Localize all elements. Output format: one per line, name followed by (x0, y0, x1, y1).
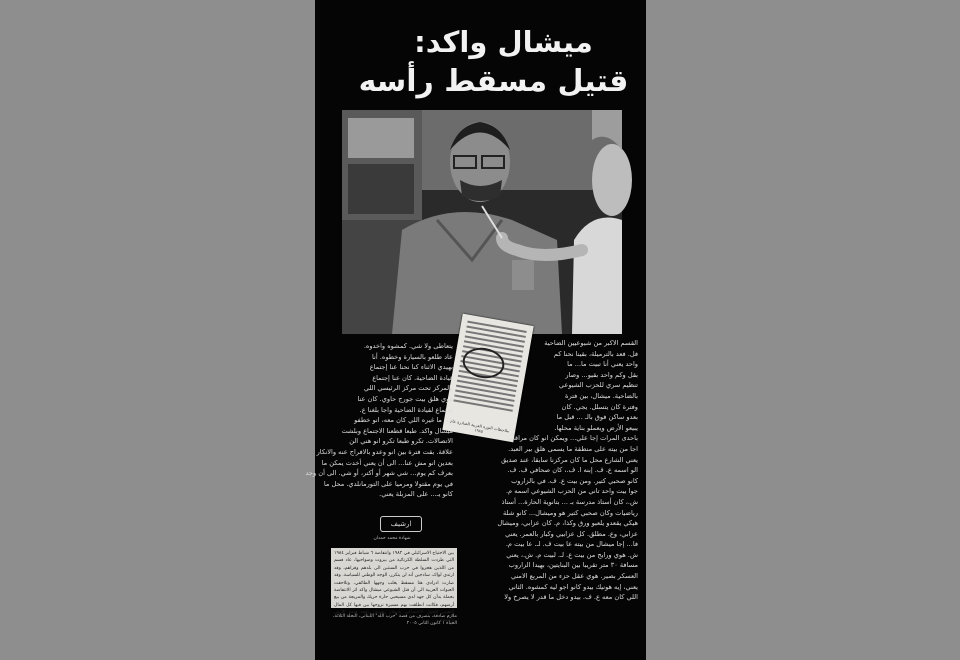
column-line: فا... إجا ميشال من بيته عا بيت ف. لـ. عا بيت م. (505, 540, 638, 549)
headline-line-2: قتيل مسقط رأسه (358, 64, 629, 99)
column-line: باحدى المرات إجا علي... ويمكن انو كان مراقب. (506, 434, 638, 443)
column-line: الو اسمه ع. ف. إبنه ا. ف.، كان صحافي ف. ف. (507, 466, 638, 475)
column-line: إجتماع لقيادة الضاحية واجا بلغنا ع. (359, 405, 453, 414)
column-line: تنظيم سري للحزب الشيوعي (558, 381, 638, 390)
column-line: واحد يعني أنا تبيت ما... ما (567, 360, 638, 369)
column-line: يعني الشارع محل ما كان مركزنا سابقا، عند صديق (501, 455, 638, 464)
headline-line-1: ميشال واكد: (414, 25, 593, 59)
column-line: فل. فعد بالترميلة، بقينا نحنا كم (553, 349, 638, 358)
source-citation: ملازم صادقة، بتصرف من قصة "حرب الله" اللبناني، النحلة الثلاثة، الحياة ١ كانون الثاني ٢٠٠٥ (332, 614, 457, 627)
photo-illustration (342, 110, 622, 334)
article-page (305, 0, 646, 660)
column-line: كانو يـ... على المزبلة يعني. (379, 490, 453, 499)
column-line: رياضيات وكان صحبي كتير هو وميشال... كانو شلة (503, 508, 638, 517)
column-line: ف. ما غيره اللي كان معه، انو خطفو (354, 416, 453, 425)
column-line: ش. هوي ورايح من بيت ع. لـ. لبيت م. ش.، يعني (506, 550, 638, 559)
article-column-left (305, 341, 453, 500)
archive-logo: ارشيف (380, 516, 422, 532)
column-line: بعدو ساكن فوق بالـ ... قبل ما (556, 413, 638, 422)
column-line: ش.، كان أستاذ مدرسة بـ ... بتانوية الحارة... أستاذ (501, 497, 638, 506)
column-line: وفترة كان يتسلل. يجي. كان (561, 402, 638, 411)
headline (315, 22, 646, 102)
column-line: هوي هلق بيت جورج حاوي. كان عنا (357, 394, 453, 403)
clipping-caption: ملاحظات الثورة العربية الصادرة عام ١٩٨٥ (449, 418, 510, 434)
column-line: علاقة. بقت فترة بين انو وعدو بالافراج عنه والانكار (316, 447, 453, 456)
column-line: العسكر بصير. هوي عقل حزء من المربع الامني (510, 572, 638, 581)
column-line: كانو صحبي كتير. ومن بيت ع. ف. في بالزاروب (511, 476, 638, 485)
column-line: جوا بيت واحد تاني من الحزب الشيوعي اسمه م. (505, 487, 638, 496)
column-line: هيكي يقعدو يلعبو ورق وكذا، م. كان عزابي، وميشال (497, 519, 638, 528)
column-line: عاد طلعو بالسيارة وخطوه. أنا (372, 352, 453, 361)
context-note: بين الاجتياح الاسرائيلي في ١٩٨٢ وانتفاضة ٦ شباط فبراير ١٩٨٤ التي طردت السلطة الكرتائية من بيروت وضواحيها، عاد قسم من اللذين هجروا في حرب السنتين الى بلدهم وقراهم، وقد ارتدى لواك، سادجين أنه لن يتكرر، الوجه الوطني للسياسة. وقد صارت ادرادي هنا مسقط يغلب وجهها الطائفي، وتلاحقت العبوات العربية الى أن قتل الشيوعي ميشال واكد اثر الانتفاضة بحملة بدأن كل جهد لدى مسيحيي حارة حريك والمريجة من بيع أرضهم، فكانت انطلقت بهم مسيرة نزوحها بين فيها كل المال التقيبي للجوار الاجتماعي بأسعار زهيدة، رافقه قيمة الأرض والشقق. (331, 548, 457, 608)
column-line: مسافة ٣٠ متر تقريبا بين البنايتين، بهيدا الزاروب (508, 561, 638, 570)
column-line: القسم الاكبر من شيوعيين الضاحية (544, 339, 638, 347)
column-line: في يوم مقتولا ومرميا على التورمانلدي. محل ما (323, 479, 453, 488)
article-photo (342, 110, 622, 334)
column-line: اجا من بيته على منطقة ما يسمى هلق بير العبد. (508, 444, 638, 453)
column-line: اللي كان معه ع. ف. بيدو دخل ما قدر لا يصرخ ولا (504, 593, 638, 602)
column-line: بعدين انو مش عنا... الى أن يعني أخدت يمكن ما (321, 458, 453, 467)
column-line: الاتصالات. تكرو طبعا تكرو انو هني الن (349, 437, 453, 446)
author-credit: شهادة محمد حمدان (373, 536, 411, 541)
column-line: عزابي، وع. مطلق. كل عزابيي وكبار بالعمر. يعني (505, 529, 638, 538)
column-line: بقل وكم واحد بقيو... وصار (565, 370, 638, 379)
column-line: ميشال واكد. طبعا قطعنا الاجتماع وبلشت (341, 426, 453, 435)
column-line: يتعاطى ولا شي. كمشوه واخدوه. (363, 342, 453, 350)
column-line: بهيدي الاثناء كنا نحنا عنا إجتماع (369, 363, 453, 372)
column-line: بعرف كم يوم... شي شهر أو أكتر، أو شي. الى أن وجد (305, 469, 453, 478)
column-line: يعني، إيه هونيك بيدو كانو اجو ليه كمشوه. الثاني (508, 582, 638, 591)
column-line: بالمركز تحت مركز الرئيسي اللي (363, 384, 453, 393)
column-line: قيادة الضاحية. كان عنا إجتماع (372, 373, 453, 382)
article-column-right (497, 338, 638, 603)
column-line: يبيعو الأرض ويعملو بناية محلها. (554, 423, 638, 432)
column-line: بالضاحية. ميشال، بين فترة (565, 391, 638, 400)
